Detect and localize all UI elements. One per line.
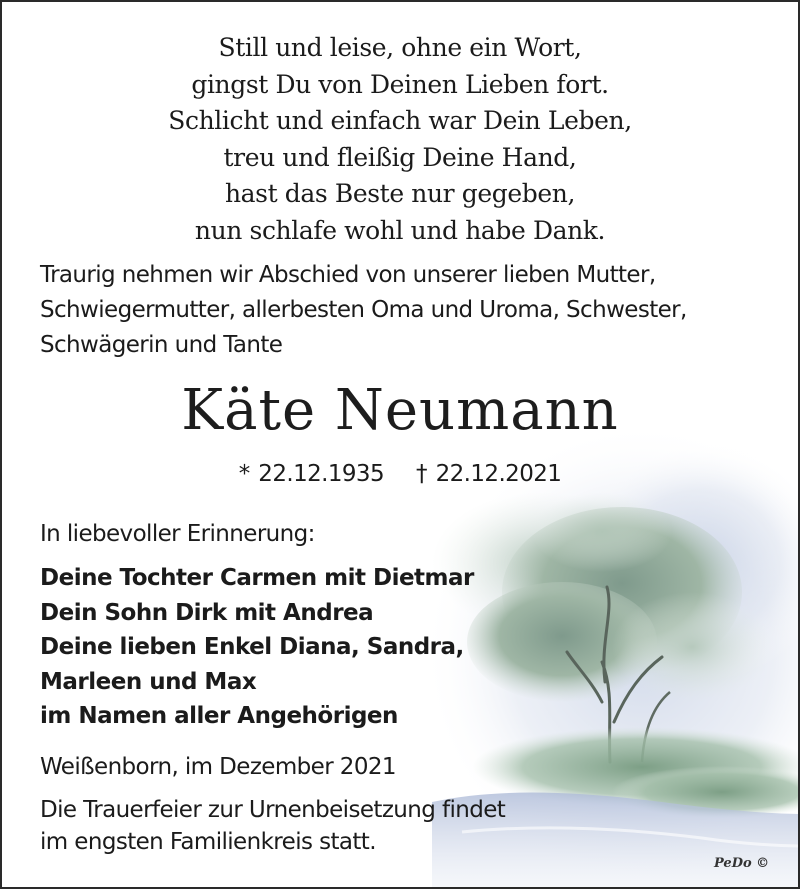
birth-date: * 22.12.1935 (238, 461, 384, 487)
death-date: † 22.12.2021 (416, 461, 562, 487)
poem-line: Schlicht und einfach war Dein Leben, (168, 106, 632, 135)
notice-line: Die Trauerfeier zur Urnenbeisetzung findet (40, 797, 506, 823)
deceased-name: Käte Neumann (181, 378, 619, 443)
mourner-line: Deine lieben Enkel Diana, Sandra, (40, 634, 464, 660)
intro-line: Traurig nehmen wir Abschied von unserer lieben Mutter, (40, 262, 656, 288)
mourner-line: im Namen aller Angehörigen (40, 703, 398, 729)
poem-line: gingst Du von Deinen Lieben fort. (191, 69, 609, 99)
farewell-intro (40, 258, 770, 363)
memorial-poem (2, 30, 798, 249)
intro-line: Schwägerin und Tante (40, 332, 283, 358)
mourner-line: Dein Sohn Dirk mit Andrea (40, 599, 374, 626)
notice-line: im engsten Familienkreis statt. (40, 829, 376, 855)
place-and-date: Weißenborn, im Dezember 2021 (40, 754, 396, 780)
mourner-line: Marleen und Max (40, 668, 257, 695)
artist-signature: PeDo © (714, 856, 770, 871)
poem-line: treu und fleißig Deine Hand, (223, 142, 577, 172)
life-dates (2, 457, 798, 491)
poem-line: hast das Beste nur gegeben, (224, 179, 576, 208)
intro-line: Schwiegermutter, allerbesten Oma und Uroma, Schwester, (40, 297, 687, 323)
mourners-list (40, 561, 474, 734)
mourner-line: Deine Tochter Carmen mit Dietmar (40, 565, 474, 591)
poem-line: nun schlafe wohl und habe Dank. (194, 215, 606, 245)
poem-line: Still und leise, ohne ein Wort, (218, 33, 582, 62)
funeral-notice (40, 794, 505, 858)
memory-heading: In liebevoller Erinnerung: (40, 521, 315, 547)
